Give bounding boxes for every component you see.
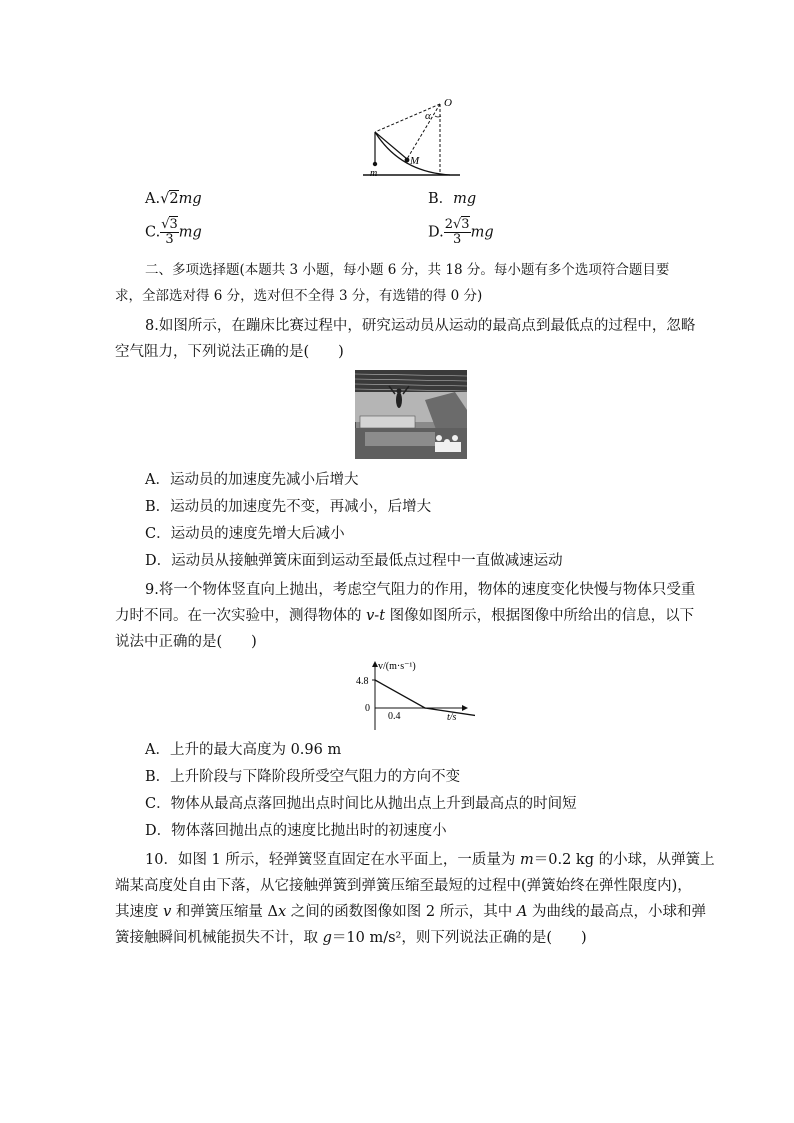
q9-stem-line1: 9.将一个物体竖直向上抛出，考虑空气阻力的作用，物体的速度变化快慢与物体只受重 [145,582,696,598]
x-axis-label: t/s [447,712,457,723]
q9-stem-line3: 说法中正确的是( ) [115,634,257,650]
q9-option-a[interactable]: A．上升的最大高度为 0.96 m [145,742,342,758]
q10-stem-line2: 端某高度处自由下落，从它接触弹簧到弹簧压缩至最短的过程中(弹簧始终在弹性限度内)， [115,878,692,894]
sqrt-symbol: √ [160,191,170,207]
trampoline-photo [355,370,467,459]
q10-stem-line4: 簧接触瞬间机械能损失不计，取 g＝10 m/s²，则下列说法正确的是( ) [115,930,587,946]
q9-stem-line2: 力时不同。在一次实验中，测得物体的 v-t 图像如图所示，根据图像中所给出的信息，以下 [115,608,695,624]
y-tick-4.8: 4.8 [356,676,369,687]
q8-option-d[interactable]: D．运动员从接触弹簧床面到运动至最低点过程中一直做减速运动 [145,553,563,569]
pendulum-figure [355,92,465,182]
label-M: M [410,155,420,167]
section2-line2: 求，全部选对得 6 分，选对但不全得 3 分，有选错的得 0 分) [115,288,483,304]
q9-option-d[interactable]: D．物体落回抛出点的速度比抛出时的初速度小 [145,823,447,839]
vt-graph [345,656,475,732]
q8-option-a[interactable]: A．运动员的加速度先减小后增大 [145,472,359,488]
q7-option-d[interactable]: D. $\frac{2√3}{3}$ mg [428,217,494,247]
label-O: O [444,97,452,109]
q7-option-c[interactable]: C. $\frac{√3}{3}$ mg [145,217,202,247]
y-tick-0: 0 [365,703,370,714]
q7-option-b[interactable]: B．mg [428,191,477,207]
x-tick-0.4: 0.4 [388,711,401,722]
q8-stem-line2: 空气阻力，下列说法正确的是( ) [115,344,344,360]
q10-stem-line3: 其速度 v 和弹簧压缩量 Δx 之间的函数图像如图 2 所示，其中 A 为曲线的最高点，小球和弹 [115,904,706,920]
y-axis-label: v/(m·s⁻¹) [378,661,416,672]
q8-option-b[interactable]: B．运动员的加速度先不变，再减小，后增大 [145,499,432,515]
q8-stem-line1: 8.如图所示，在蹦床比赛过程中，研究运动员从运动的最高点到最低点的过程中，忽略 [145,318,696,334]
data-point-0 [374,679,376,681]
q7-option-a[interactable]: A.√2mg [145,191,202,207]
label-m: m [370,168,378,179]
q8-option-c[interactable]: C．运动员的速度先增大后减小 [145,526,345,542]
q9-option-c[interactable]: C．物体从最高点落回抛出点时间比从抛出点上升到最高点的时间短 [145,796,577,812]
data-point-1 [424,707,426,709]
q10-stem-line1: 10．如图 1 所示，轻弹簧竖直固定在水平面上，一质量为 m＝0.2 kg 的小球，从弹簧上 [145,852,715,868]
label-alpha: α [425,110,431,122]
section2-line1: 二、多项选择题(本题共 3 小题，每小题 6 分，共 18 分。每小题有多个选项符合题目要 [145,262,670,278]
q9-option-b[interactable]: B．上升阶段与下降阶段所受空气阻力的方向不变 [145,769,461,785]
